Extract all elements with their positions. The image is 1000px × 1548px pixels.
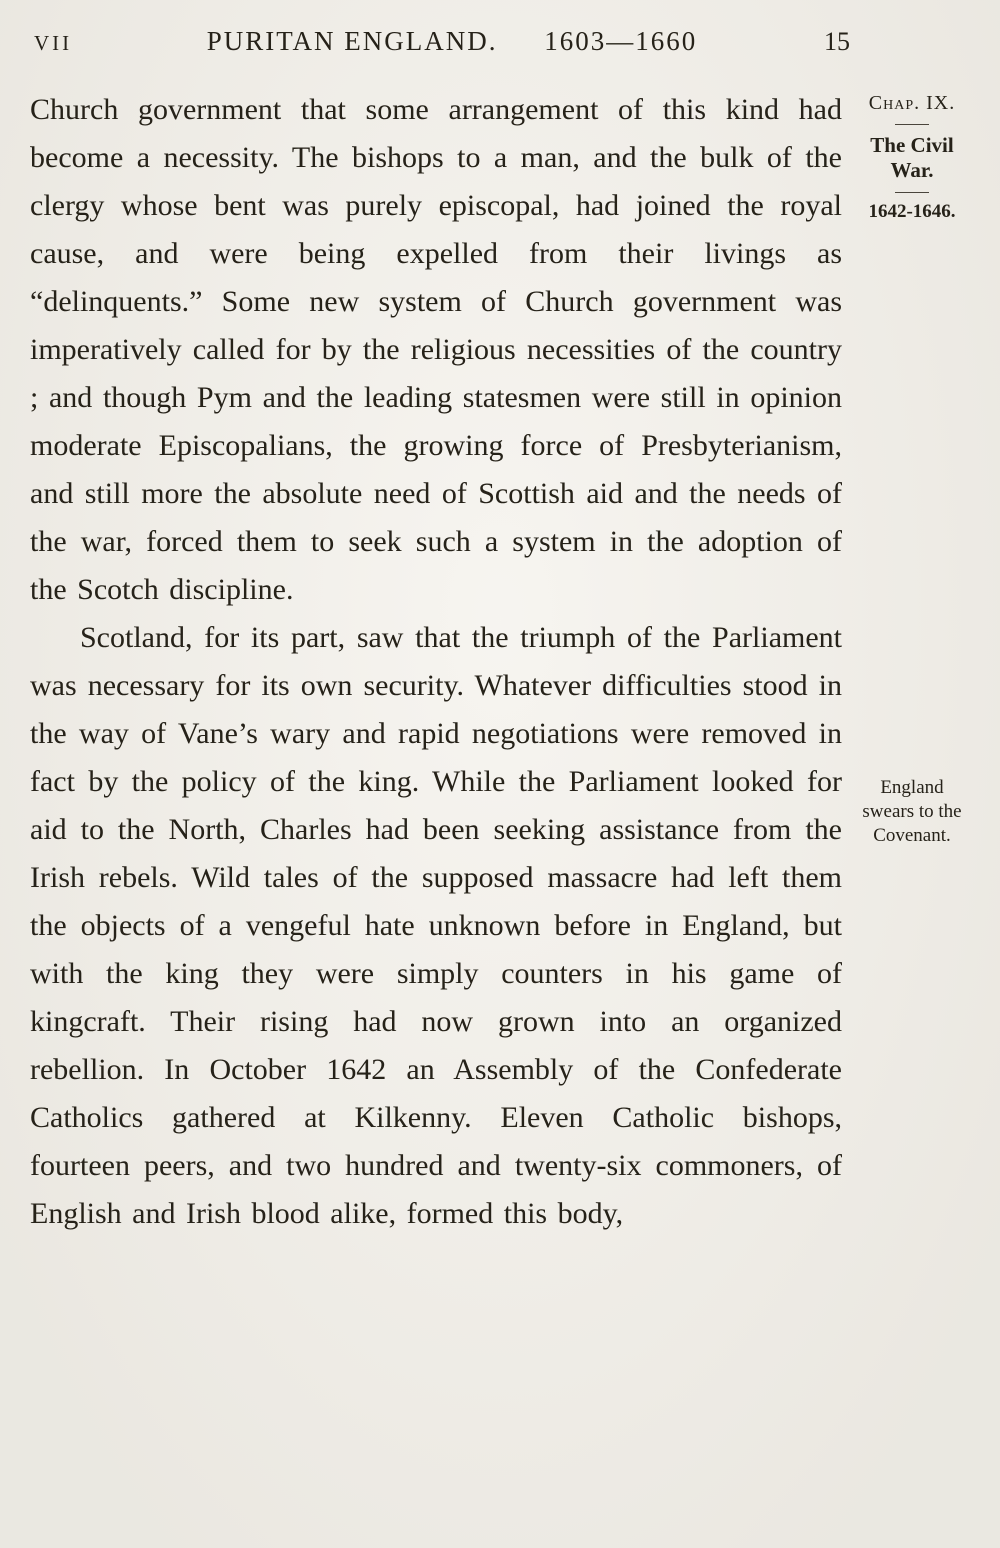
page-number: 15	[824, 27, 850, 56]
section-title-label: The Civil War.	[870, 133, 954, 182]
section-dates-label: 1642-1646.	[868, 201, 956, 222]
paragraph-scotland: Scotland, for its part, saw that the triumph of the Parliament was necessary for its own security. Whatever difficulties stood in the way of Vane’s wary and rapid negotiations were removed in fact by the policy of the king. While the Parliament looked for aid to the North, Charles had been seeking assistance from the Irish rebels. Wild tales of the supposed massacre had left them the objects of a vengeful hate unknown before in England, but with the king they were simply counters in his game of kingcraft. Their rising had now grown into an organized rebellion. In October 1642 an Assembly of the Confederate Catholics gathered at Kilkenny. Eleven Catholic bishops, fourteen peers, and two hundred and twenty-six commoners, of English and Irish blood alike, formed this body,	[30, 621, 842, 1230]
running-title-dates: 1603—1660	[544, 26, 698, 56]
margin-rule	[895, 192, 929, 193]
margin-notes-column	[842, 86, 982, 1238]
body-text	[30, 86, 842, 1238]
covenant-note-label: England swears to the Covenant.	[862, 777, 962, 846]
chapter-label: Chap. IX.	[868, 92, 956, 114]
running-title-text: PURITAN ENGLAND.	[206, 26, 498, 56]
running-title	[124, 26, 780, 57]
margin-note-covenant	[842, 776, 982, 848]
chapter-folio: VII	[34, 31, 73, 55]
paragraph-church-government: Church government that some arrangement of this kind had become a necessity. The bishops to a man, and the bulk of the clergy whose bent was purely episcopal, had joined the royal cause, and were being expelled from their livings as “delinquents.” Some new system of Church government was imperatively called for by the religious necessities of the country ; and though Pym and the leading statesmen were still in opinion moderate Episcopalians, the growing force of Presbyterianism, and still more the absolute need of Scottish aid and the needs of the war, forced them to seek such a system in the adoption of the Scotch discipline.	[30, 93, 842, 606]
running-head	[0, 0, 1000, 72]
page-content	[0, 72, 1000, 1238]
margin-note-chapter	[842, 92, 982, 223]
margin-rule	[895, 124, 929, 125]
